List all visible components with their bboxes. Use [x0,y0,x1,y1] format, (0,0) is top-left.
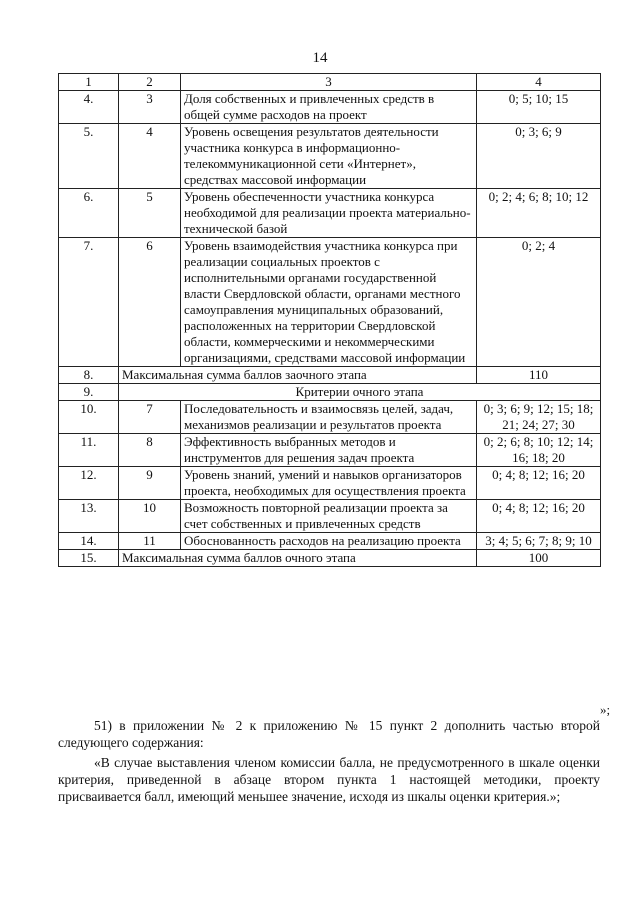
criterion-text: Обоснованность расходов на реализацию проекта [181,533,477,550]
row-number: 13. [59,500,119,533]
criterion-number: 5 [119,189,181,238]
row-number: 7. [59,238,119,367]
row-number: 12. [59,467,119,500]
table-row [59,434,601,467]
table-row-total [59,550,601,567]
criterion-number: 11 [119,533,181,550]
score-scale: 0; 2; 4 [477,238,601,367]
row-number: 15. [59,550,119,567]
table-header-row [59,74,601,91]
table-row [59,500,601,533]
row-number: 5. [59,124,119,189]
table-row [59,124,601,189]
score-scale: 0; 4; 8; 12; 16; 20 [477,467,601,500]
header-cell: 4 [477,74,601,91]
criterion-text: Эффективность выбранных методов и инструментов для решения задач проекта [181,434,477,467]
table-row [59,533,601,550]
amendment-text: 51) в приложении № 2 к приложению № 15 пункт 2 дополнить частью второй следующего содержания: [58,718,600,750]
row-number: 9. [59,384,119,401]
table-row [59,238,601,367]
row-number: 14. [59,533,119,550]
page-number: 14 [312,50,328,66]
header-cell: 1 [59,74,119,91]
amendment-paragraph [58,717,600,751]
score-scale: 0; 2; 4; 6; 8; 10; 12 [477,189,601,238]
criterion-number: 6 [119,238,181,367]
table-row [59,91,601,124]
criterion-number: 3 [119,91,181,124]
total-score: 110 [477,367,601,384]
criterion-text: Последовательность и взаимосвязь целей, задач, механизмов реализации и результатов проекта [181,401,477,434]
table-row [59,401,601,434]
criterion-text: Уровень освещения результатов деятельности участника конкурса в информационно-телекоммуникационной сети «Интернет», средствах массовой информации [181,124,477,189]
header-cell: 2 [119,74,181,91]
row-number: 8. [59,367,119,384]
criterion-text: Доля собственных и привлеченных средств в общей сумме расходов на проект [181,91,477,124]
table-row-total [59,367,601,384]
score-scale: 0; 3; 6; 9; 12; 15; 18; 21; 24; 27; 30 [477,401,601,434]
row-number: 11. [59,434,119,467]
score-scale: 0; 3; 6; 9 [477,124,601,189]
criterion-text: Возможность повторной реализации проекта за счет собственных и привлеченных средств [181,500,477,533]
criterion-text: Уровень взаимодействия участника конкурса при реализации социальных проектов с исполнительными органами государственной власти Свердловской области, органами местного самоуправления муниципальных образований, расположенных на территории Свердловской области, коммерческими и некоммерческими организациями, средствами массовой информации [181,238,477,367]
quoted-paragraph [58,754,600,805]
row-number: 4. [59,91,119,124]
header-cell: 3 [181,74,477,91]
closing-mark: »; [600,702,611,717]
criterion-number: 4 [119,124,181,189]
criterion-text: Уровень обеспеченности участника конкурса необходимой для реализации проекта материально-технической базой [181,189,477,238]
criterion-text: Уровень знаний, умений и навыков организаторов проекта, необходимых для осуществления проекта [181,467,477,500]
table-row [59,467,601,500]
score-scale: 3; 4; 5; 6; 7; 8; 9; 10 [477,533,601,550]
criterion-number: 8 [119,434,181,467]
table-row [59,189,601,238]
total-score: 100 [477,550,601,567]
row-number: 6. [59,189,119,238]
quoted-text: «В случае выставления членом комиссии балла, не предусмотренного в шкале оценки критерия, приведенной в абзаце втором пункта 1 настоящей методики, проекту присваивается балл, имеющий меньшее значение, исходя из шкалы оценки критерия.»; [58,755,600,804]
total-label: Максимальная сумма баллов очного этапа [119,550,477,567]
criterion-number: 10 [119,500,181,533]
total-label: Максимальная сумма баллов заочного этапа [119,367,477,384]
score-scale: 0; 2; 6; 8; 10; 12; 14; 16; 18; 20 [477,434,601,467]
table-row-section [59,384,601,401]
section-title: Критерии очного этапа [119,384,601,401]
criteria-table [58,73,601,567]
score-scale: 0; 4; 8; 12; 16; 20 [477,500,601,533]
row-number: 10. [59,401,119,434]
score-scale: 0; 5; 10; 15 [477,91,601,124]
criterion-number: 7 [119,401,181,434]
criterion-number: 9 [119,467,181,500]
